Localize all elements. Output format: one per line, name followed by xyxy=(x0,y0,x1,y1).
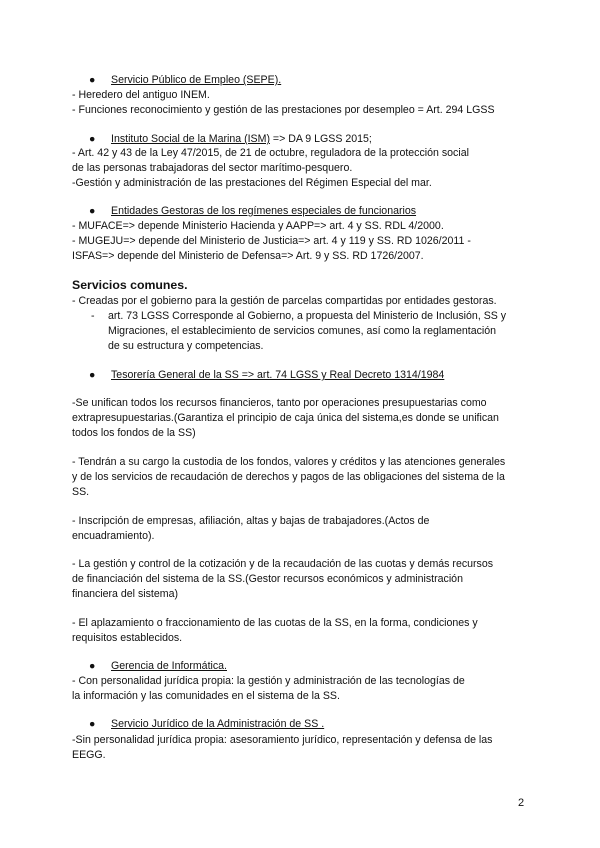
bullet-juridico xyxy=(89,717,324,732)
bullet-icon: ● xyxy=(89,205,96,217)
juridico-line-1: -Sin personalidad jurídica propia: asesoramiento jurídico, representación y defensa de las xyxy=(72,734,493,746)
bullet-icon: ● xyxy=(89,133,96,145)
title-entidades: Entidades Gestoras de los regímenes especiales de funcionarios xyxy=(111,205,417,217)
comunes-intro: - Creadas por el gobierno para la gestión de parcelas compartidas por entidades gestoras. xyxy=(72,295,497,307)
comunes-sub-3: de su estructura y competencias. xyxy=(108,340,264,352)
entidades-line-3: ISFAS=> depende del Ministerio de Defensa=> Art. 9 y SS. RD 1726/2007. xyxy=(72,250,424,262)
sepe-line-1: - Heredero del antiguo INEM. xyxy=(72,89,210,101)
tesoreria-p4-line-2: de financiación del sistema de la SS.(Gestor recursos económicos y administración xyxy=(72,573,463,585)
tesoreria-p2-line-1: - Tendrán a su cargo la custodia de los fondos, valores y créditos y las atenciones generales xyxy=(72,456,506,468)
sepe-line-2: - Funciones reconocimiento y gestión de las prestaciones por desempleo = Art. 294 LGSS xyxy=(72,104,495,116)
tesoreria-p3-line-2: encuadramiento). xyxy=(72,530,155,542)
title-ism-suffix: => DA 9 LGSS 2015; xyxy=(269,133,372,145)
bullet-icon: ● xyxy=(89,369,96,381)
page-number: 2 xyxy=(518,797,525,809)
comunes-sub-1: art. 73 LGSS Corresponde al Gobierno, a propuesta del Ministerio de Inclusión, SS y xyxy=(108,310,507,322)
title-tesoreria: Tesorería General de la SS => art. 74 LGSS y Real Decreto 1314/1984 xyxy=(111,369,445,381)
tesoreria-p2-line-3: SS. xyxy=(72,486,90,498)
bullet-ism xyxy=(89,132,372,147)
bullet-sepe xyxy=(89,73,281,88)
bullet-icon: ● xyxy=(89,74,96,86)
tesoreria-p1-line-3: todos los fondos de la SS) xyxy=(72,427,196,439)
informatica-line-1: - Con personalidad jurídica propia: la gestión y administración de las tecnologías de xyxy=(72,675,465,687)
tesoreria-p1-line-1: -Se unifican todos los recursos financieros, tanto por operaciones presupuestarias como xyxy=(72,397,487,409)
tesoreria-p5-line-1: - El aplazamiento o fraccionamiento de las cuotas de la SS, en la forma, condiciones y xyxy=(72,617,478,629)
title-juridico: Servicio Jurídico de la Administración de SS . xyxy=(111,718,325,730)
title-sepe: Servicio Público de Empleo (SEPE). xyxy=(111,74,282,86)
ism-line-2: de las personas trabajadoras del sector marítimo-pesquero. xyxy=(72,162,353,174)
bullet-icon: ● xyxy=(89,660,96,672)
bullet-tesoreria xyxy=(89,368,444,383)
heading-servicios-comunes: Servicios comunes. xyxy=(72,278,188,292)
tesoreria-p5-line-2: requisitos establecidos. xyxy=(72,632,183,644)
ism-line-3: -Gestión y administración de las prestaciones del Régimen Especial del mar. xyxy=(72,177,432,189)
tesoreria-p1-line-2: extrapresupuestarias.(Garantiza el principio de caja única del sistema,es donde se unifican xyxy=(72,412,499,424)
bullet-icon: ● xyxy=(89,718,96,730)
comunes-sub-2: Migraciones, el establecimiento de servicios comunes, así como la reglamentación xyxy=(108,325,497,337)
tesoreria-p4-line-1: - La gestión y control de la cotización y de la recaudación de las cuotas y demás recursos xyxy=(72,558,494,570)
title-ism: Instituto Social de la Marina (ISM) xyxy=(111,133,270,145)
tesoreria-p3-line-1: - Inscripción de empresas, afiliación, altas y bajas de trabajadores.(Actos de xyxy=(72,515,430,527)
tesoreria-p2-line-2: y de los servicios de recaudación de derechos y pagos de las obligaciones del sistema de la xyxy=(72,471,505,483)
ism-line-1: - Art. 42 y 43 de la Ley 47/2015, de 21 de octubre, reguladora de la protección social xyxy=(72,147,469,159)
title-informatica: Gerencia de Informática. xyxy=(111,660,227,672)
bullet-entidades xyxy=(89,204,416,219)
tesoreria-p4-line-3: financiera del sistema) xyxy=(72,588,178,600)
entidades-line-2: - MUGEJU=> depende del Ministerio de Justicia=> art. 4 y 119 y SS. RD 1026/2011 - xyxy=(72,235,471,247)
bullet-informatica xyxy=(89,659,227,674)
comunes-dash: - xyxy=(91,310,95,322)
entidades-line-1: - MUFACE=> depende Ministerio Hacienda y AAPP=> art. 4 y SS. RDL 4/2000. xyxy=(72,220,444,232)
informatica-line-2: la información y las comunidades en el sistema de la SS. xyxy=(72,690,340,702)
juridico-line-2: EEGG. xyxy=(72,749,106,761)
